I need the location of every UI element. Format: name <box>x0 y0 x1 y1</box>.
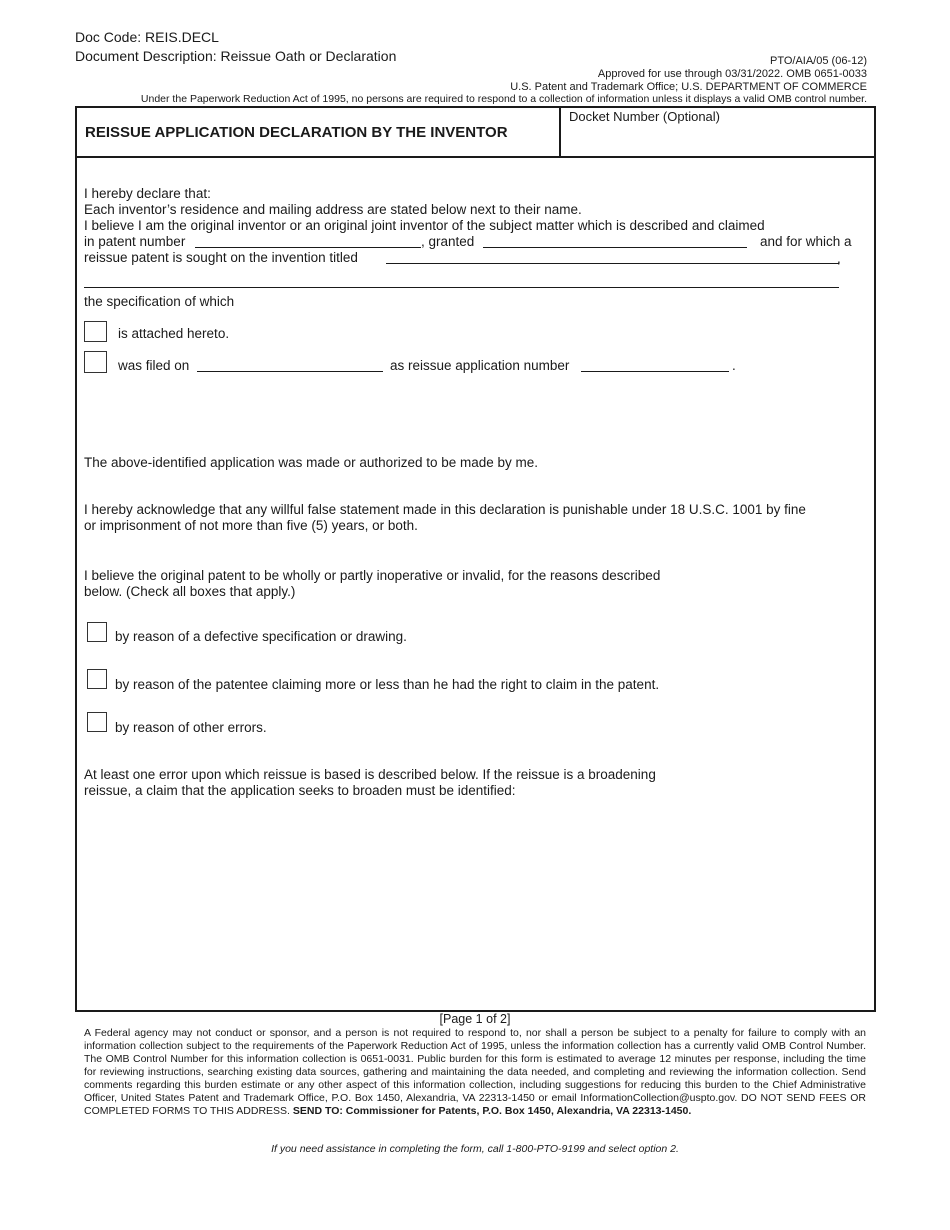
doc-code: Doc Code: REIS.DECL <box>75 29 219 45</box>
omb-approval: Approved for use through 03/31/2022. OMB 0651-0033 <box>597 68 867 80</box>
form-title: REISSUE APPLICATION DECLARATION BY THE INVENTOR <box>85 124 508 141</box>
filing-date-field[interactable] <box>197 371 383 372</box>
docket-number-field[interactable] <box>559 108 876 156</box>
title-comma: , <box>837 251 841 266</box>
form-number: PTO/AIA/05 (06-12) <box>769 55 867 67</box>
claiming-more-or-less-label: by reason of the patentee claiming more or less than he had the right to claim in the patent. <box>115 677 660 692</box>
inventor-belief-statement: I believe I am the original inventor or an original joint inventor of the subject matter which is described and claimed <box>84 218 765 233</box>
defective-spec-checkbox[interactable] <box>87 622 107 642</box>
grant-date-field[interactable] <box>483 247 747 248</box>
reissue-application-number-field[interactable] <box>581 371 729 372</box>
declare-intro: I hereby declare that: <box>84 186 211 201</box>
attached-hereto-checkbox[interactable] <box>84 321 107 342</box>
docket-number-label: Docket Number (Optional) <box>569 109 720 124</box>
acknowledgment-line-1: I hereby acknowledge that any willful false statement made in this declaration is punishable under 18 U.S.C. 1001 by fine <box>84 502 806 517</box>
specification-label: the specification of which <box>84 294 235 309</box>
for-which-label: and for which a <box>760 234 852 249</box>
send-to-address: SEND TO: Commissioner for Patents, P.O. Box 1450, Alexandria, VA 22313-1450. <box>292 1105 692 1117</box>
error-description-line-2: reissue, a claim that the application seeks to broaden must be identified: <box>84 783 516 798</box>
page-number: [Page 1 of 2] <box>439 1012 511 1026</box>
error-description-line-1: At least one error upon which reissue is based is described below. If the reissue is a broadening <box>84 767 656 782</box>
patent-number-field[interactable] <box>195 247 421 248</box>
title-row <box>77 108 874 158</box>
form-frame <box>75 106 876 1012</box>
assistance-note: If you need assistance in completing the form, call 1-800-PTO-9199 and select option 2. <box>271 1143 679 1155</box>
invention-title-label: reissue patent is sought on the invention titled <box>84 250 358 265</box>
granted-label: , granted <box>421 234 475 249</box>
authorization-statement: The above-identified application was made or authorized to be made by me. <box>84 455 539 470</box>
other-errors-checkbox[interactable] <box>87 712 107 732</box>
document-header <box>75 28 396 66</box>
other-errors-label: by reason of other errors. <box>115 720 267 735</box>
inoperative-statement-line-1: I believe the original patent to be wholly or partly inoperative or invalid, for the reasons described <box>84 568 661 583</box>
invention-title-field-line-2[interactable] <box>84 287 839 288</box>
burden-text: A Federal agency may not conduct or sponsor, and a person is not required to respond to, nor shall a person be subject to a penalty for failure to comply with an information collection subject to the requirements of the Paperwork Reduction Act of 1995, unless the information collection has a currently valid OMB Control Number. The OMB Control Number for this information collection is 0651-0031. Public burden for this form is estimated to average 12 minutes per response, including the time for reviewing instructions, searching existing data sources, gathering and maintaining the data needed, and completing and reviewing the information collection. Send comments regarding this burden estimate or any other aspect of this information collection, including suggestions for reducing this burden to the Chief Administrative Officer, United States Patent and Trademark Office, P.O. Box 1450, Alexandria, VA 22313-1450 or email InformationCollection@uspto.gov. DO NOT SEND FEES OR COMPLETED FORMS TO THIS ADDRESS. <box>84 1027 866 1117</box>
inoperative-statement-line-2: below. (Check all boxes that apply.) <box>84 584 296 599</box>
agency-name: U.S. Patent and Trademark Office; U.S. DEPARTMENT OF COMMERCE <box>510 81 867 93</box>
burden-statement <box>84 1027 866 1118</box>
residence-statement: Each inventor’s residence and mailing address are stated below next to their name. <box>84 202 582 217</box>
acknowledgment-line-2: or imprisonment of not more than five (5) years, or both. <box>84 518 418 533</box>
form-info <box>510 55 867 94</box>
attached-hereto-label: is attached hereto. <box>118 326 230 341</box>
filed-period: . <box>732 358 736 373</box>
was-filed-label: was filed on <box>118 358 190 373</box>
invention-title-field[interactable] <box>386 263 839 264</box>
defective-spec-label: by reason of a defective specification or drawing. <box>115 629 407 644</box>
was-filed-checkbox[interactable] <box>84 351 107 373</box>
patent-number-label: in patent number <box>84 234 186 249</box>
claiming-more-or-less-checkbox[interactable] <box>87 669 107 689</box>
error-description-area[interactable] <box>84 808 867 1003</box>
paperwork-notice: Under the Paperwork Reduction Act of 1995, no persons are required to respond to a collection of information unless it displays a valid OMB control number. <box>140 93 867 105</box>
reissue-number-label: as reissue application number <box>390 358 570 373</box>
doc-description: Document Description: Reissue Oath or Declaration <box>75 48 397 64</box>
